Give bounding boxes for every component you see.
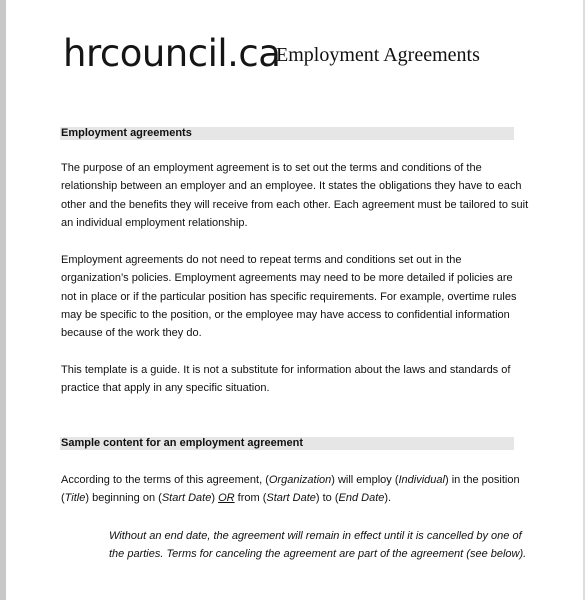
section-heading-employment-agreements: Employment agreements bbox=[60, 127, 514, 140]
text-line: may be specific to the position, or the employee may have access to confidential information bbox=[61, 308, 510, 321]
paragraph-agreement-terms bbox=[61, 471, 519, 508]
text-line: an individual employment relationship. bbox=[61, 216, 248, 229]
placeholder-start-date: Start Date bbox=[161, 492, 212, 505]
placeholder-organization: Organization bbox=[268, 474, 332, 486]
placeholder-individual: Individual bbox=[398, 474, 445, 486]
paragraph-policies bbox=[61, 251, 519, 342]
text-line: practice that apply in any specific situation. bbox=[61, 382, 270, 395]
text-line: Without an end date, the agreement will remain in effect until it is cancelled by one of bbox=[109, 530, 522, 542]
text-line: The purpose of an employment agreement is to set out the terms and conditions of the bbox=[61, 162, 482, 174]
paragraph-template-guide bbox=[61, 361, 519, 398]
or-emphasis: OR bbox=[218, 492, 235, 505]
text-line: (Title) beginning on (Start Date) OR from (Start Date) to (End Date). bbox=[61, 492, 392, 505]
page-left-edge bbox=[0, 0, 6, 600]
placeholder-title: Title bbox=[64, 492, 86, 505]
hrcouncil-logo: hrcouncil.ca bbox=[63, 32, 281, 75]
document-title: Employment Agreements bbox=[276, 44, 480, 66]
text-line: the parties. Terms for canceling the agreement are part of the agreement (see below). bbox=[109, 548, 527, 561]
section-heading-sample-content: Sample content for an employment agreement bbox=[60, 437, 514, 450]
note-no-end-date bbox=[109, 527, 527, 564]
placeholder-start-date-2: Start Date bbox=[266, 492, 316, 505]
placeholder-end-date: End Date bbox=[338, 492, 385, 505]
text-line: because of the work they do. bbox=[61, 327, 202, 340]
paragraph-purpose bbox=[61, 159, 529, 232]
text-line: According to the terms of this agreement, (Organization) will employ (Individual) in the position bbox=[61, 474, 520, 486]
text-line: Employment agreements do not need to repeat terms and conditions set out in the bbox=[61, 254, 462, 266]
text-line: relationship between an employer and an employee. It states the obligations they have to each bbox=[61, 180, 522, 193]
text-line: other and the benefits they will receive from each other. Each agreement must be tailored to suit bbox=[61, 198, 529, 211]
text-line: organization’s policies. Employment agreements may need to be more detailed if policies are bbox=[61, 272, 513, 285]
text-line: This template is a guide. It is not a substitute for information about the laws and standards of bbox=[61, 364, 511, 376]
text-line: not in place or if the particular position has specific requirements. For example, overtime rules bbox=[61, 290, 517, 303]
